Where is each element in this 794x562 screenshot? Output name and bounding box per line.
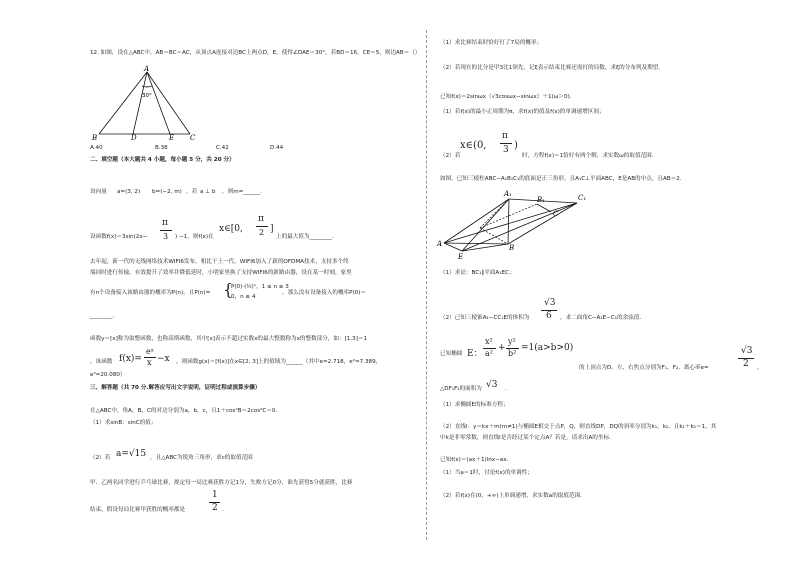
q14-prefix: 设函数f(x)＝3sin(2x− xyxy=(90,234,148,240)
r-q21-middle: 的上顶点为D，左、右焦点分别为F₁，F₂，离心率e= xyxy=(579,365,709,371)
triangle-figure xyxy=(90,65,196,142)
q18-line2: 结束，假设每局比赛甲获胜的概率都是 xyxy=(90,507,186,513)
label-A1: A₁ xyxy=(504,190,512,198)
label-B: B xyxy=(92,134,98,142)
q15-blank: ________. xyxy=(90,313,115,319)
q15-case1: P(0)·(½)ⁿ，1 ≤ n ≤ 3 xyxy=(231,284,289,290)
r-q21-part1: （1）求椭圆E的标准方程； xyxy=(440,402,509,408)
q17-line1: 在△ABC中，角A，B，C的对边分别为a，b，c，且1＋cos²B＝2cos²C＝0. xyxy=(90,408,278,414)
r-q19-stem: 已知f(x)＝2sinωx（√3cosωx−sinωx）＋1(ω＞0)． xyxy=(440,94,576,100)
label-B1: B₁ xyxy=(537,196,545,204)
q18-numerator: 1 xyxy=(212,490,218,500)
r-q20-stem: 如图，已知三棱柱ABC−A₁B₁C₁的底面是正三角形，且A₁C⊥平面ABC，E是AB的中点，且AB＝2. xyxy=(440,176,682,182)
choice-d: D.44 xyxy=(270,145,284,151)
q17-part2: ，且△ABC为锐角三角形，求c的取值范围 xyxy=(150,455,253,461)
r-q21-comma: ， xyxy=(757,365,763,371)
q16-line3: e³≈20.080） xyxy=(90,372,126,378)
q14-denominator: 3 xyxy=(163,232,169,241)
q16-fx: f(x)= xyxy=(119,354,142,364)
r-q21-part2-line1: （2）直线l：y＝kx＋m(m≠1)与椭圆E相交于点P，Q，则直线DP，DQ的斜率分别为k₁，k₂，且k₁＋k₂＝1，其 xyxy=(440,424,717,430)
label-D: D xyxy=(131,134,137,142)
q14-middle: ) −1，则f(x)在 xyxy=(175,234,214,240)
label-E: E xyxy=(169,134,175,142)
q13-if: ，若 xyxy=(186,189,198,195)
q14-pi2: π xyxy=(258,214,264,224)
r-q19-paren: ) xyxy=(514,140,518,151)
r-q19-part1: （1）若f(x)的最小正周期为π，求f(x)的值及f(x)的单调递增区间； xyxy=(440,109,605,115)
q15-case2: 0，n ≥ 4 xyxy=(231,294,256,300)
r-q21-area: △DF₁F₂的面积为 xyxy=(440,386,482,392)
q18-end: . xyxy=(222,507,224,513)
label-C: C xyxy=(190,134,196,142)
q14-interval: x∈[0, xyxy=(219,224,243,234)
r-q20-denominator: 6 xyxy=(546,311,552,321)
label-C1: C₁ xyxy=(578,194,587,202)
r-q21-x2: x² xyxy=(485,337,493,346)
r-q20-part2-prefix: （2）已知三棱锥A₁−CC₁E的体积为 xyxy=(440,315,530,321)
q13-vector-b: b=(−2, m) xyxy=(152,189,182,195)
q14-fraction-bar xyxy=(160,230,172,231)
r-q21-part2-line2: 中k是非零常数，则直线l是否经过某个定点A？若是，请求出A的坐标. xyxy=(440,435,611,441)
r-q21-area-end: . xyxy=(505,386,507,392)
q13-suffix: ，则m=______. xyxy=(222,189,262,195)
q16-prefix: ，该函数 xyxy=(90,359,113,365)
r-q22-stem: 已知f(x)＝(ax＋1)lnx−ax. xyxy=(440,457,509,463)
column-divider xyxy=(426,30,427,540)
q15-line1: 去年起，新一代的无线网络技术WIFI6发布，相比于上一代，WIFI6加入了新的OFDMA技术，支持多个终 xyxy=(90,259,349,265)
prism-figure xyxy=(437,188,588,261)
q16-line1: 函数y＝[x]称为取整函数，也称高斯函数，其中[x]表示不超过实数x的最大整数称为x的整数部分，如：[1.3]＝1 xyxy=(90,336,368,342)
r-q19-interval: x∈(0, xyxy=(460,140,487,151)
r-q19-part2: 时，方程f(x)＝1恰好有两个解，求实数ω的取值范围. xyxy=(522,153,654,159)
q13-prefix: 设向量 xyxy=(90,189,107,195)
r-q21-eq: =1(a>b>0) xyxy=(521,343,574,353)
r-q21-E: E： xyxy=(467,349,483,359)
q14-denominator-2: 2 xyxy=(259,228,265,237)
q18-denominator: 2 xyxy=(212,503,218,513)
r-q21-e-denominator: 2 xyxy=(743,359,749,369)
q16-x: x xyxy=(147,358,152,367)
r-q21-plus: + xyxy=(498,343,506,353)
section-3-title: 三、解答题（共 70 分.解答应写出文字说明，证明过程或演算步骤） xyxy=(90,385,261,391)
q16-ex: eˣ xyxy=(146,347,155,356)
q12-text: 12. 如图，设在△ABC中，AB＝BC＝AC，从顶点A连接对边BC上两点D，E，使得∠DAE＝30°，若BD＝16，CE＝5，则边AB＝（） xyxy=(90,50,421,56)
q16-line2: ，则函数g(x)＝[f(x)]在x∈[2, 3]上的值域为______（其中e≈2.718，e²≈7.389， xyxy=(176,359,382,365)
q15-line3: 有n个设备接入该路由器的概率为P(n)，且P(n)= xyxy=(90,290,211,296)
r-q19-fraction-bar xyxy=(500,143,512,144)
r-q21-a2: a² xyxy=(485,349,493,358)
r-q21-y2: y² xyxy=(508,337,516,346)
choice-c: C.42 xyxy=(216,145,229,151)
r-q19-pi: π xyxy=(502,131,508,141)
q15-line2: 端同时进行传输，有效提升了效率并降低延时，小明家里换了支持WIFI6的新路由器，设在某一时刻，家里 xyxy=(90,270,352,276)
q14-suffix: 上的最大值为________. xyxy=(276,234,334,240)
label-C: C xyxy=(553,210,559,218)
choice-b: B.38 xyxy=(155,145,168,151)
r-q21-b2: b² xyxy=(508,349,517,358)
q14-bracket: ] xyxy=(270,224,274,234)
q16-minus-x: −x xyxy=(157,354,170,364)
choice-a: A.40 xyxy=(90,145,103,151)
r-q21-area-sqrt: √3 xyxy=(486,380,498,390)
q13-vector-a: a=(3, 2) xyxy=(117,189,141,195)
section-2-title: 二、填空题（本大题共 4 小题，每小题 5 分，共 20 分） xyxy=(90,157,235,163)
r-q18-part2: （2）若现在的比分是甲3比1领先，记ξ表示结束比赛还需打的局数，求ξ的分布列及期望. xyxy=(440,65,661,71)
r-q18-part1: （1）求比赛结束时恰好打了7局的概率； xyxy=(440,40,543,46)
label-A: A xyxy=(437,240,443,248)
r-q21-e-numerator: √3 xyxy=(741,346,753,356)
r-q19-part2-prefix: （2）若 xyxy=(440,153,461,159)
q17-part2-prefix: （2）若 xyxy=(90,455,111,461)
q17-part1: （1）求sinB：sinC的值； xyxy=(90,420,157,426)
q14-pi: π xyxy=(162,218,168,228)
r-q19-denominator: 3 xyxy=(503,145,509,155)
triangle-lines xyxy=(99,72,190,134)
q15-brace: { xyxy=(223,280,234,299)
r-q22-part1: （1）当a＝1时，讨论f(x)的单调性； xyxy=(440,470,533,476)
q15-line3-end: ，那么没有设备接入的概率P(0)＝ xyxy=(282,290,367,296)
r-q20-numerator: √3 xyxy=(544,298,556,308)
label-A: A xyxy=(144,65,150,73)
q18-line1: 甲、乙两名同学进行乒乓球比赛，规定每一局比赛获胜方记1分，失败方记0分，谁先获得5分就获胜，比赛 xyxy=(90,480,353,486)
q14-fraction-bar-2 xyxy=(256,226,268,227)
label-E: E xyxy=(458,253,464,261)
label-angle: 30° xyxy=(142,93,152,99)
r-q21-prefix: 已知椭圆 xyxy=(440,351,463,357)
r-q20-part2: ，求二面角C−A₁E−C₁的余弦值. xyxy=(560,315,642,321)
q17-sqrt: a=√15 xyxy=(116,449,147,459)
label-B: B xyxy=(509,244,515,252)
r-q20-part1: （1）求证：BC₁∥平面A₁EC； xyxy=(440,270,515,276)
r-q22-part2: （2）若f(x)在(0，+∞)上单调递增，求实数a的取值范围. xyxy=(440,493,582,499)
q13-perp: a ⊥ b xyxy=(200,189,216,195)
